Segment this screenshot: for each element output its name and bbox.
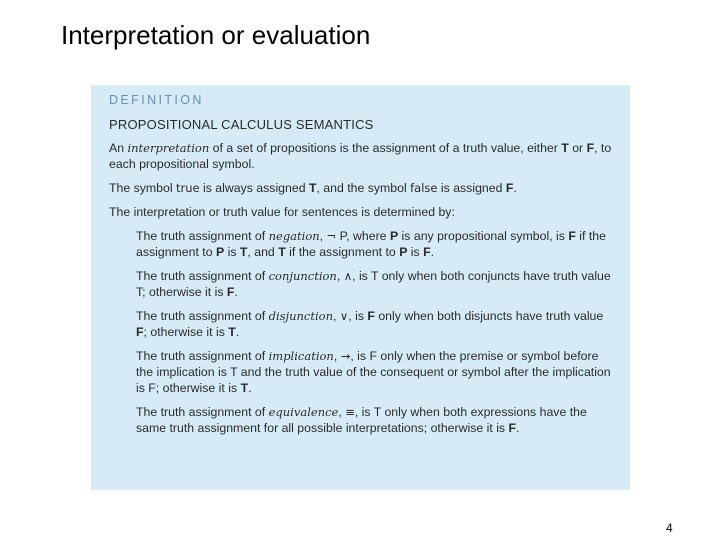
text-run: is	[407, 245, 424, 259]
equivalence-rule	[109, 404, 616, 436]
text-run: , and the symbol	[316, 181, 411, 195]
conjunction-symbol: ∧	[343, 269, 353, 283]
text-run: .	[248, 381, 252, 395]
text-run: The truth assignment of	[136, 269, 269, 283]
conjunction-rule	[109, 268, 616, 300]
symbol-false: false	[410, 181, 438, 195]
text-run: .	[235, 325, 240, 339]
text-run: is always assigned	[199, 181, 309, 195]
definition-label: DEFINITION	[109, 93, 204, 107]
truth-value-t: T	[240, 381, 249, 395]
truth-value-t: T	[228, 325, 236, 339]
text-run: ,	[333, 309, 340, 323]
text-run: The truth assignment of	[136, 349, 269, 363]
negation-rule	[109, 228, 616, 260]
text-run: The truth assignment of	[136, 229, 269, 243]
symbols-paragraph	[109, 180, 616, 196]
truth-value-t: T	[308, 181, 317, 195]
truth-value-f: F	[568, 229, 576, 243]
text-run: .	[513, 181, 517, 195]
disjunction-rule	[109, 308, 616, 340]
text-run: ,	[319, 229, 327, 243]
text-run: .	[516, 421, 520, 435]
term-disjunction: disjunction	[268, 309, 333, 323]
text-run: if the assignment to	[136, 229, 606, 259]
truth-value-f: F	[136, 325, 144, 339]
determined-by-paragraph: The interpretation or truth value for sentences is determined by:	[109, 205, 455, 219]
definition-box	[91, 85, 630, 490]
definition-heading: PROPOSITIONAL CALCULUS SEMANTICS	[109, 117, 374, 132]
text-run: .	[430, 245, 435, 259]
negation-symbol: ¬	[326, 229, 337, 243]
term-negation: negation	[268, 229, 320, 243]
symbol-p: P	[389, 229, 399, 243]
text-run: The truth assignment of	[136, 405, 269, 419]
term-interpretation: interpretation	[127, 141, 210, 155]
implication-rule	[109, 348, 616, 396]
text-run: The symbol	[109, 181, 176, 195]
truth-value-f: F	[367, 309, 375, 323]
text-run: , is F only when the premise or symbol before the implication is T and the truth value of the consequent or symbol after the implication is F; otherwise it is	[136, 349, 611, 395]
text-run: is assigned	[437, 181, 506, 195]
symbol-p: P	[399, 245, 408, 259]
text-run: if the assignment to	[285, 245, 400, 259]
truth-value-f: F	[423, 245, 431, 259]
implication-symbol: →	[340, 349, 351, 363]
symbol-p: P	[215, 245, 225, 259]
text-run: , and	[247, 245, 279, 259]
truth-value-f: F	[586, 141, 595, 155]
truth-value-t: T	[561, 141, 569, 155]
interpretation-paragraph	[109, 140, 616, 172]
text-run: , to each propositional symbol.	[109, 141, 612, 171]
text-run: An	[109, 141, 128, 155]
text-run: ; otherwise it is	[143, 325, 229, 339]
term-conjunction: conjunction	[268, 269, 337, 283]
text-run: or	[568, 141, 587, 155]
text-run: ,	[333, 349, 341, 363]
slide-title: Interpretation or evaluation	[61, 20, 371, 50]
term-implication: implication	[268, 349, 334, 363]
text-run: , is T only when both conjuncts have truth value T; otherwise it is	[136, 269, 611, 299]
truth-value-t: T	[239, 245, 248, 259]
text-run: , is	[348, 309, 368, 323]
text-run: The truth assignment of	[136, 309, 269, 323]
text-run: .	[234, 285, 238, 299]
page-number: 4	[666, 521, 673, 535]
text-run: only when both disjuncts have truth value	[374, 309, 604, 323]
truth-value-t: T	[278, 245, 286, 259]
text-run: is any propositional symbol, is	[398, 229, 569, 243]
truth-value-f: F	[505, 181, 514, 195]
text-run: P, where	[336, 229, 390, 243]
truth-value-f: F	[226, 285, 235, 299]
equivalence-symbol: ≡	[345, 405, 355, 419]
text-run: , is T only when both expressions have the same truth assignment for all possible interpretations; otherwise it is	[136, 405, 587, 435]
text-run: is	[224, 245, 240, 259]
disjunction-symbol: ∨	[339, 309, 349, 323]
text-run: ,	[338, 405, 346, 419]
term-equivalence: equivalence	[268, 405, 339, 419]
symbol-true: true	[175, 181, 200, 195]
truth-value-f: F	[508, 421, 517, 435]
text-run: ,	[336, 269, 344, 283]
text-run: of a set of propositions is the assignment of a truth value, either	[209, 141, 562, 155]
